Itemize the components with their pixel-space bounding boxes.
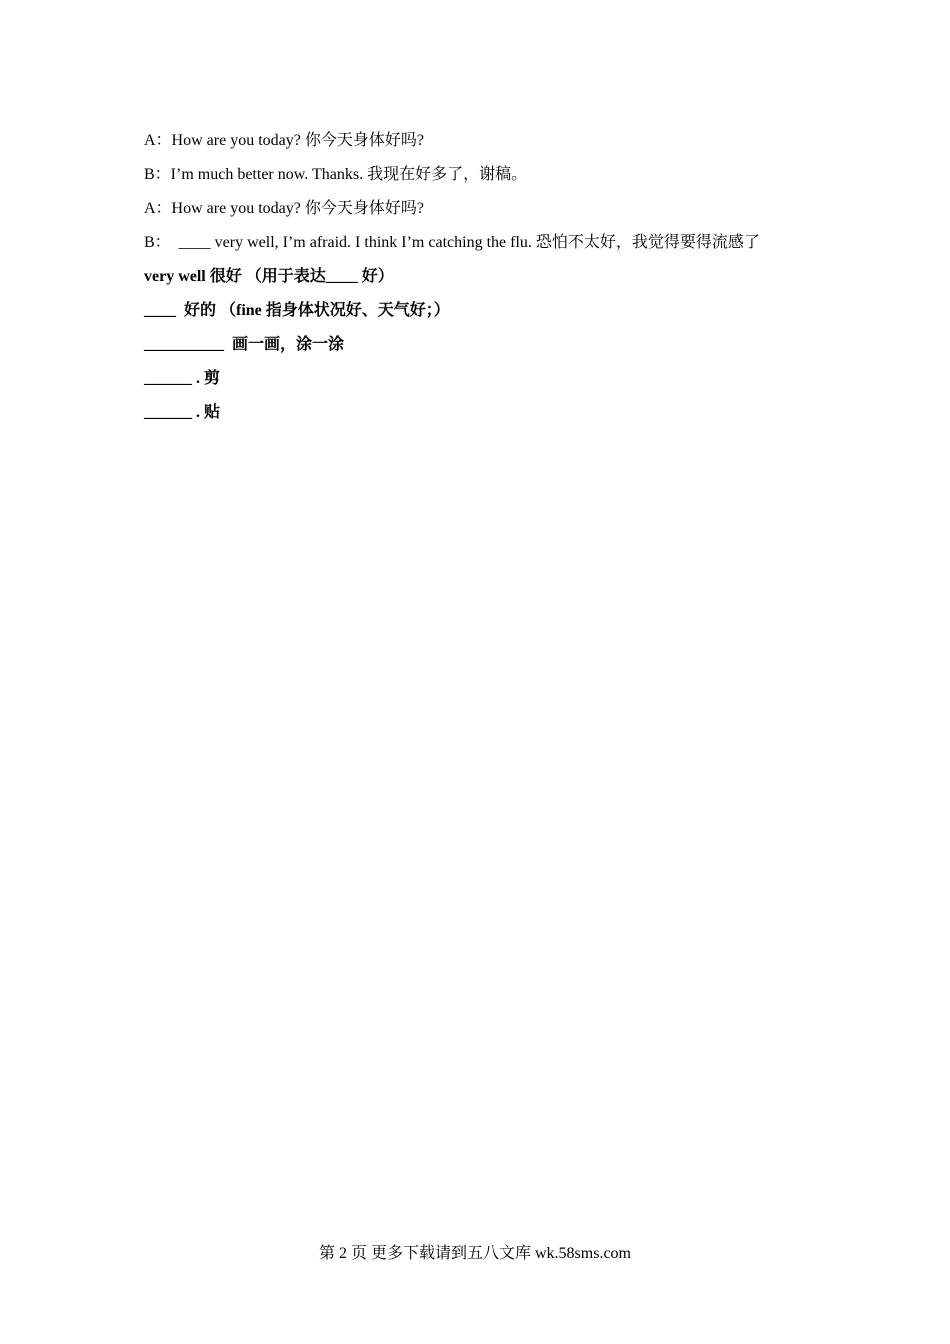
dialogue-line-b-2: B： ____ very well, I’m afraid. I think I’m catching the flu. 恐怕不太好，我觉得要得流感了 [144, 234, 760, 251]
dialogue-line-a-2: A：How are you today? 你今天身体好吗? [144, 200, 424, 217]
vocab-paste: ______ . 贴 [144, 404, 221, 421]
vocab-draw-color: __________ 画一画，涂一涂 [144, 336, 345, 353]
page-footer: 第 2 页 更多下载请到五八文库 wk.58sms.com [318, 1245, 631, 1262]
dialogue-line-a-1: A：How are you today? 你今天身体好吗? [144, 132, 424, 149]
document-body [144, 124, 814, 430]
vocab-very-well: very well 很好 （用于表达____ 好） [144, 268, 394, 285]
vocab-cut: ______ . 剪 [144, 370, 221, 387]
vocab-fine: ____ 好的 （fine 指身体状况好、天气好；） [144, 302, 450, 319]
dialogue-line-b-1: B：I’m much better now. Thanks. 我现在好多了，谢稿。 [144, 166, 528, 183]
